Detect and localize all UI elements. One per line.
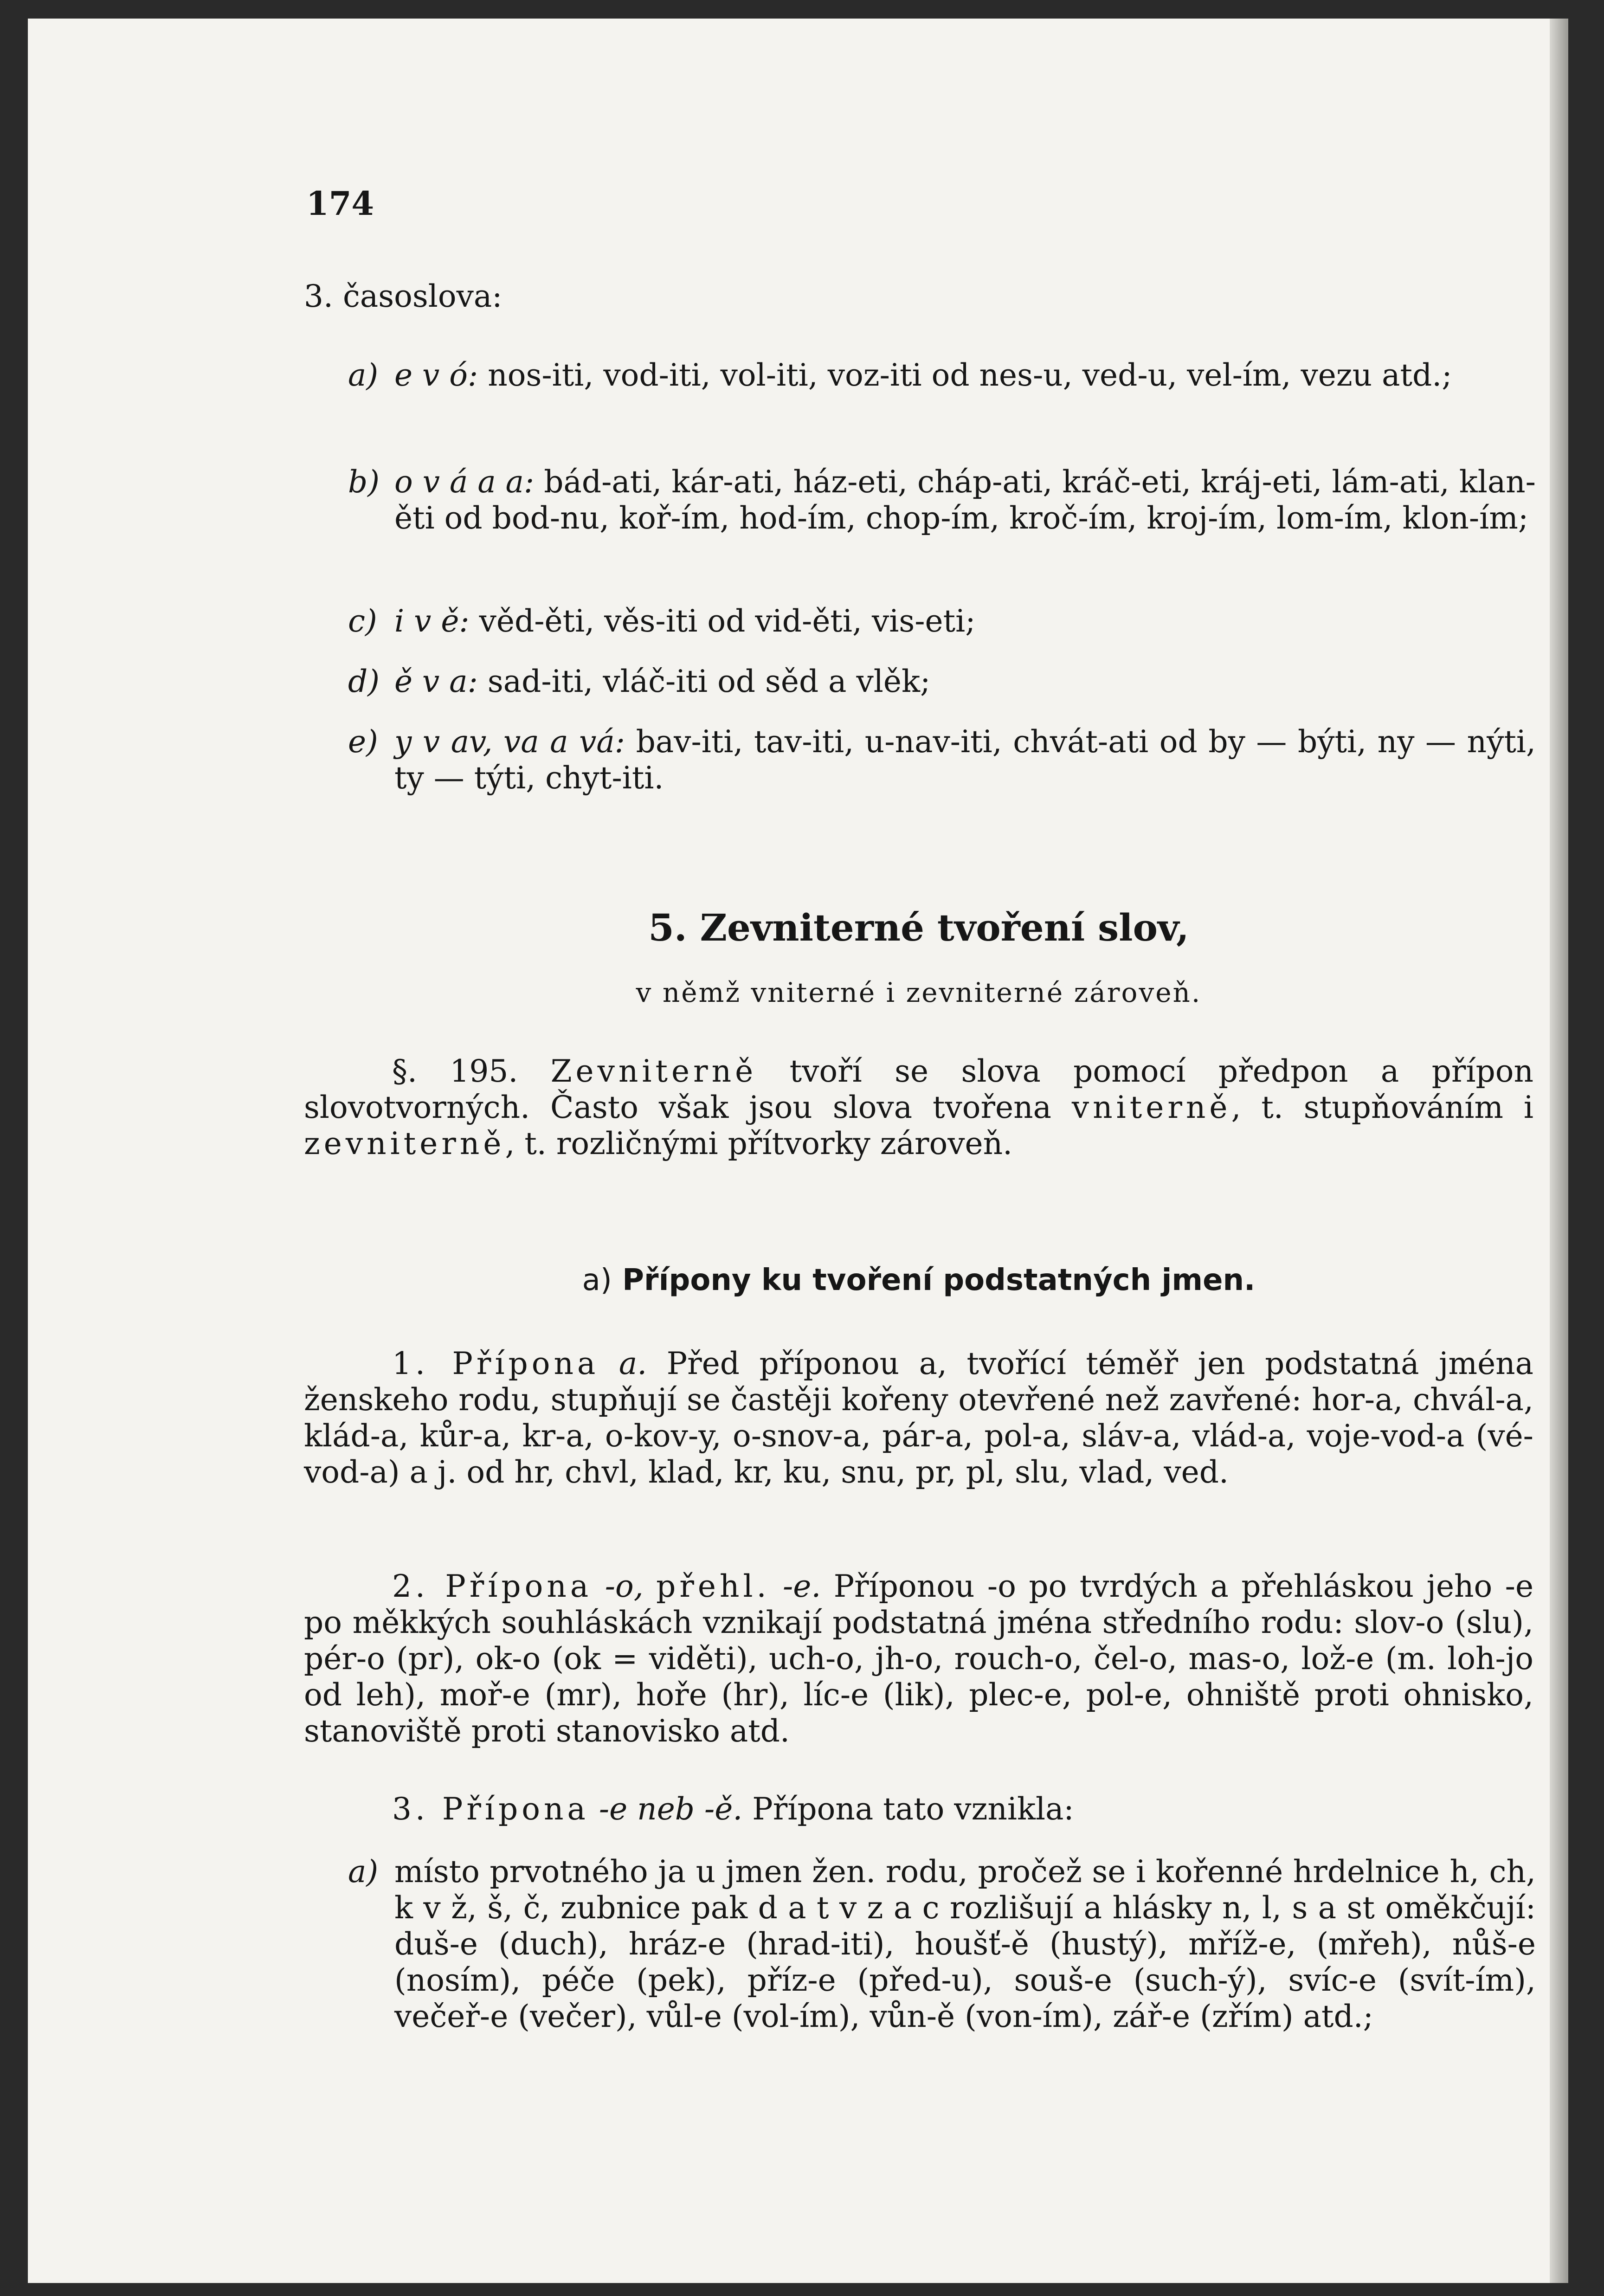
suffix-paragraph-2	[304, 1568, 1533, 1749]
item-marker-b: b)	[348, 464, 380, 500]
suffixes-heading-prefix: a)	[582, 1263, 612, 1297]
item-e-key: y v av, va a vá:	[394, 724, 625, 760]
suffix-1-suffix: a.	[618, 1346, 647, 1381]
suffix-2-text: Příponou -o po tvrdých a přehláskou jeho -e po měkkých souhláskách vznikají podstatná jména středního rodu: slov-o (slu), pér-o (pr), ok-o (ok = viděti), uch-o, jh-o, rouch-o, čel-o, mas-o, lož-e (m. loh-jo od leh), moř-e (mr), hoře (hr), líc-e (lik), plec-e, pol-e, ohniště proti ohnisko, stanoviště proti stanovisko atd.	[304, 1568, 1534, 1749]
suffix-paragraph-3	[304, 1791, 1533, 1827]
item-b	[394, 464, 1536, 536]
paragraph-195-text-1: tvoří se slova pomocí předpon a přípon slovotvorných. Často však jsou slova tvořena	[304, 1053, 1533, 1125]
item-b-text: bád-ati, kár-ati, ház-eti, cháp-ati, kráč-eti, kráj-eti, lám-ati, klan-ěti od bod-nu, koř-ím, hod-ím, chop-ím, kroč-ím, kroj-ím, lom-ím, klon-ím;	[394, 464, 1536, 536]
suffix-3-suffix: -e neb -ě.	[599, 1791, 743, 1827]
item-e-text: bav-iti, tav-iti, u-nav-iti, chvát-ati od by — býti, ny — nýti, ty — týti, chyt-iti.	[394, 724, 1536, 796]
item-marker-e: e)	[348, 724, 378, 760]
suffix-paragraph-1	[304, 1346, 1533, 1490]
page-edge-shadow	[1550, 19, 1568, 2283]
suffix-2-label: 2. Přípona	[392, 1568, 593, 1604]
page-number: 174	[306, 184, 374, 223]
paragraph-195	[304, 1053, 1533, 1162]
suffix-3a-marker: a)	[348, 1854, 379, 1890]
item-b-key: o v á a a:	[394, 464, 535, 500]
suffix-1-label: 1. Přípona	[392, 1346, 599, 1381]
item-a-key: e v ó:	[394, 357, 478, 393]
item-marker-c: c)	[348, 603, 377, 639]
item-marker-d: d)	[348, 664, 380, 699]
item-d	[394, 664, 1536, 700]
book-page	[28, 19, 1568, 2283]
paragraph-195-term-1: Zevniterně	[550, 1053, 757, 1089]
paragraph-195-text-3: , t. rozličnými přítvorky zároveň.	[505, 1126, 1013, 1161]
item-c-text: věd-ěti, věs-iti od vid-ěti, vis-eti;	[469, 603, 976, 639]
suffix-1-text: Před příponou a, tvořící téměř jen podstatná jména ženskeho rodu, stupňují se častěji kořeny otevřené než zavřené: hor-a, chvál-a, klád-a, kůr-a, kr-a, o-kov-y, o-snov-a, pár-a, pol-a, sláv-a, vlád-a, voje-vod-a (vé-vod-a) a j. od hr, chvl, klad, kr, ku, snu, pr, pl, slu, vlad, ved.	[304, 1346, 1533, 1490]
suffixes-heading-text: Přípony ku tvoření podstatných jmen.	[622, 1263, 1256, 1297]
section-5-subheading: v němž vniterné i zevniterné zároveň.	[636, 977, 1202, 1008]
paragraph-195-text-2: , t. stupňováním i	[1231, 1090, 1533, 1125]
item-c-key: i v ě:	[394, 603, 470, 639]
item-e	[394, 724, 1536, 796]
suffixes-heading	[304, 1262, 1533, 1298]
suffix-3a-text: místo prvotného ja u jmen žen. rodu, pročež se i kořenné hrdelnice h, ch, k v ž, š, č, zubnice pak d a t v z a c rozlišují a hlásky n, l, s a st oměkčují: duš-e (duch), hráz-e (hrad-iti), houšť-ě (hustý), mříž-e, (mřeh), nůš-e (nosím), péče (pek), příz-e (před-u), souš-e (such-ý), svíc-e (svít-ím), večeř-e (večer), vůl-e (vol-ím), vůn-ě (von-ím), zář-e (zřím) atd.;	[394, 1854, 1536, 2034]
suffix-2-suffix-2: -e.	[782, 1568, 821, 1604]
paragraph-195-lead: §. 195.	[392, 1053, 518, 1089]
paragraph-195-term-2: vniterně	[1071, 1090, 1231, 1125]
item-c	[394, 603, 1536, 639]
suffix-2-label-2: přehl.	[656, 1568, 770, 1604]
section-title-casoslova: 3. časoslova:	[304, 278, 502, 314]
paragraph-195-term-3: zevniterně	[304, 1126, 505, 1161]
item-d-key: ě v a:	[394, 664, 478, 699]
item-a	[394, 357, 1536, 393]
suffix-2-suffix: -o,	[605, 1568, 644, 1604]
item-a-text: nos-iti, vod-iti, vol-iti, voz-iti od nes-u, ved-u, vel-ím, vezu atd.;	[478, 357, 1452, 393]
suffix-3-text: Přípona tato vznikla:	[742, 1791, 1074, 1827]
section-5-heading: 5. Zevniterné tvoření slov,	[648, 906, 1189, 949]
suffix-3-label: 3. Přípona	[392, 1791, 589, 1827]
item-marker-a: a)	[348, 357, 379, 393]
item-d-text: sad-iti, vláč-iti od sěd a vlěk;	[477, 664, 931, 699]
